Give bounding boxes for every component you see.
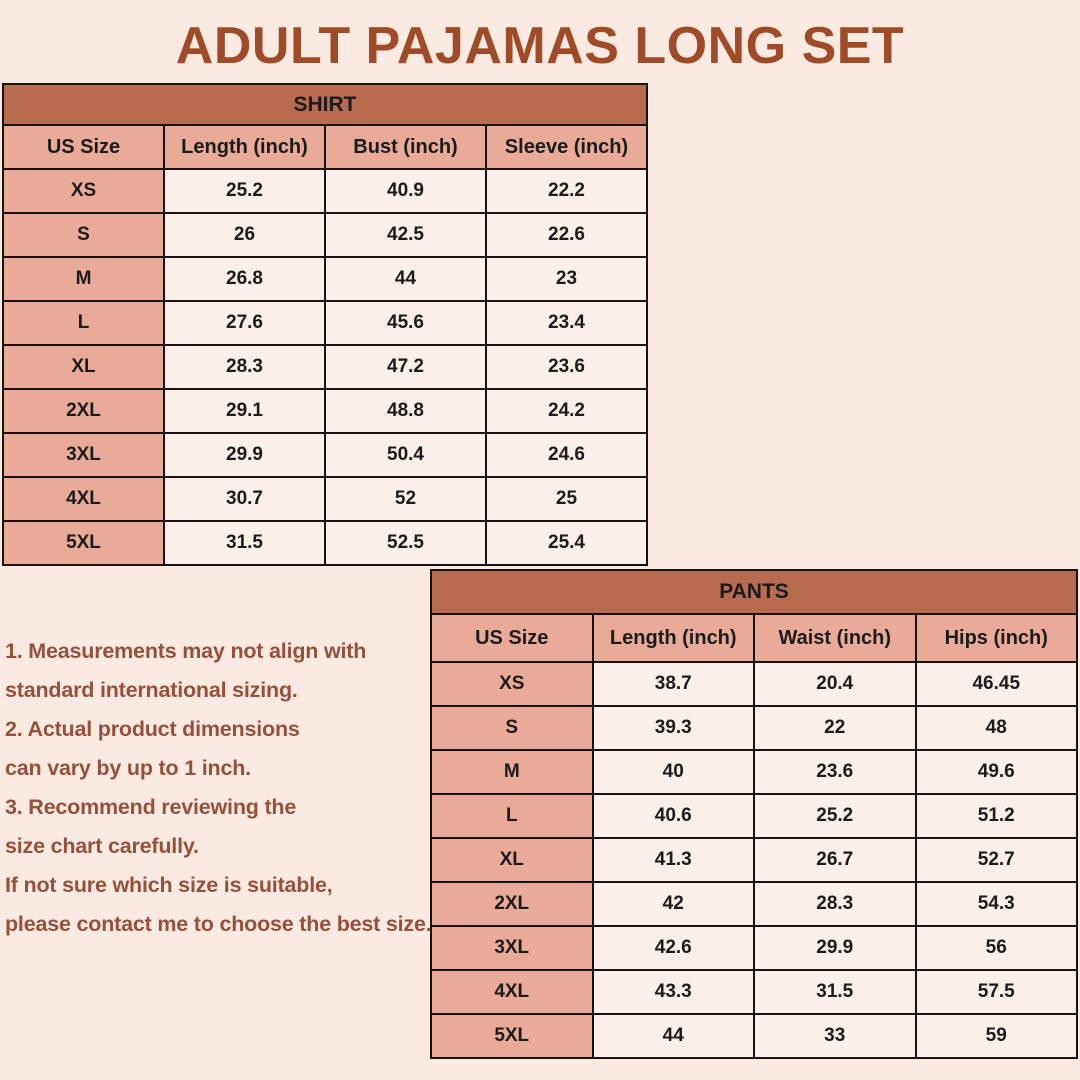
measurement-value-cell: 25.4	[486, 521, 647, 565]
measurement-value-cell: 31.5	[754, 970, 916, 1014]
pants-column-header: US Size	[431, 614, 593, 662]
size-label-cell: 2XL	[431, 882, 593, 926]
note-line: If not sure which size is suitable,	[5, 873, 333, 897]
measurement-value-cell: 22.6	[486, 213, 647, 257]
measurement-value-cell: 24.6	[486, 433, 647, 477]
measurement-value-cell: 45.6	[325, 301, 486, 345]
measurement-value-cell: 24.2	[486, 389, 647, 433]
measurement-value-cell: 28.3	[164, 345, 325, 389]
shirt-column-header: Sleeve (inch)	[486, 125, 647, 169]
measurement-value-cell: 42.5	[325, 213, 486, 257]
size-label-cell: 3XL	[3, 433, 164, 477]
note-line: standard international sizing.	[5, 678, 298, 702]
measurement-value-cell: 25.2	[164, 169, 325, 213]
table-row	[431, 882, 1077, 926]
table-row	[3, 213, 647, 257]
measurement-value-cell: 57.5	[916, 970, 1078, 1014]
shirt-size-table	[2, 83, 648, 566]
measurement-value-cell: 46.45	[916, 662, 1078, 706]
note-line: please contact me to choose the best size.	[5, 912, 432, 936]
measurement-value-cell: 25.2	[754, 794, 916, 838]
table-row	[3, 477, 647, 521]
table-row	[431, 926, 1077, 970]
table-row	[3, 169, 647, 213]
measurement-value-cell: 27.6	[164, 301, 325, 345]
pants-title-row	[431, 570, 1077, 614]
pants-column-header: Length (inch)	[593, 614, 755, 662]
size-label-cell: 4XL	[431, 970, 593, 1014]
measurement-value-cell: 52.7	[916, 838, 1078, 882]
table-row	[3, 389, 647, 433]
size-label-cell: XL	[431, 838, 593, 882]
pants-column-header: Hips (inch)	[916, 614, 1078, 662]
size-label-cell: L	[3, 301, 164, 345]
measurement-value-cell: 48.8	[325, 389, 486, 433]
measurement-value-cell: 26.8	[164, 257, 325, 301]
measurement-value-cell: 52	[325, 477, 486, 521]
table-row	[431, 1014, 1077, 1058]
note-line: can vary by up to 1 inch.	[5, 756, 251, 780]
size-label-cell: 5XL	[431, 1014, 593, 1058]
size-label-cell: 4XL	[3, 477, 164, 521]
size-label-cell: XS	[431, 662, 593, 706]
measurement-value-cell: 22	[754, 706, 916, 750]
measurement-value-cell: 50.4	[325, 433, 486, 477]
measurement-value-cell: 23.4	[486, 301, 647, 345]
measurement-value-cell: 40.9	[325, 169, 486, 213]
measurement-value-cell: 29.9	[754, 926, 916, 970]
size-label-cell: M	[3, 257, 164, 301]
measurement-value-cell: 52.5	[325, 521, 486, 565]
measurement-value-cell: 40.6	[593, 794, 755, 838]
measurement-value-cell: 59	[916, 1014, 1078, 1058]
table-row	[3, 433, 647, 477]
size-label-cell: 3XL	[431, 926, 593, 970]
measurement-value-cell: 26.7	[754, 838, 916, 882]
measurement-value-cell: 42	[593, 882, 755, 926]
table-row	[431, 794, 1077, 838]
size-label-cell: 2XL	[3, 389, 164, 433]
size-label-cell: XL	[3, 345, 164, 389]
measurement-value-cell: 26	[164, 213, 325, 257]
measurement-value-cell: 23.6	[754, 750, 916, 794]
table-row	[3, 521, 647, 565]
notes	[5, 632, 465, 944]
table-row	[431, 750, 1077, 794]
measurement-value-cell: 43.3	[593, 970, 755, 1014]
note-line: 3. Recommend reviewing the	[5, 795, 297, 819]
shirt-header-row	[3, 125, 647, 169]
shirt-column-header: Bust (inch)	[325, 125, 486, 169]
measurement-value-cell: 20.4	[754, 662, 916, 706]
measurement-value-cell: 44	[325, 257, 486, 301]
measurement-value-cell: 48	[916, 706, 1078, 750]
measurement-value-cell: 38.7	[593, 662, 755, 706]
measurement-value-cell: 29.1	[164, 389, 325, 433]
size-label-cell: 5XL	[3, 521, 164, 565]
shirt-table-title: SHIRT	[3, 84, 647, 125]
measurement-value-cell: 31.5	[164, 521, 325, 565]
pants-table-title: PANTS	[431, 570, 1077, 614]
size-label-cell: S	[3, 213, 164, 257]
measurement-value-cell: 23	[486, 257, 647, 301]
measurement-value-cell: 25	[486, 477, 647, 521]
measurement-value-cell: 28.3	[754, 882, 916, 926]
measurement-value-cell: 44	[593, 1014, 755, 1058]
measurement-value-cell: 41.3	[593, 838, 755, 882]
size-label-cell: XS	[3, 169, 164, 213]
size-label-cell: L	[431, 794, 593, 838]
table-row	[431, 970, 1077, 1014]
measurement-value-cell: 47.2	[325, 345, 486, 389]
table-row	[431, 662, 1077, 706]
measurement-value-cell: 51.2	[916, 794, 1078, 838]
table-row	[3, 257, 647, 301]
measurement-value-cell: 49.6	[916, 750, 1078, 794]
measurement-value-cell: 33	[754, 1014, 916, 1058]
note-line: 2. Actual product dimensions	[5, 717, 300, 741]
note-line: 1. Measurements may not align with	[5, 639, 367, 663]
shirt-title-row	[3, 84, 647, 125]
measurement-value-cell: 39.3	[593, 706, 755, 750]
table-row	[431, 706, 1077, 750]
measurement-value-cell: 40	[593, 750, 755, 794]
measurement-value-cell: 54.3	[916, 882, 1078, 926]
table-row	[3, 345, 647, 389]
measurement-value-cell: 23.6	[486, 345, 647, 389]
size-label-cell: S	[431, 706, 593, 750]
measurement-value-cell: 56	[916, 926, 1078, 970]
page-title: ADULT PAJAMAS LONG SET	[175, 17, 905, 75]
shirt-column-header: Length (inch)	[164, 125, 325, 169]
measurement-value-cell: 22.2	[486, 169, 647, 213]
measurement-value-cell: 29.9	[164, 433, 325, 477]
measurement-value-cell: 42.6	[593, 926, 755, 970]
table-row	[431, 838, 1077, 882]
note-line: size chart carefully.	[5, 834, 199, 858]
size-label-cell: M	[431, 750, 593, 794]
pants-size-table	[430, 569, 1078, 1059]
table-row	[3, 301, 647, 345]
shirt-column-header: US Size	[3, 125, 164, 169]
measurement-value-cell: 30.7	[164, 477, 325, 521]
pants-header-row	[431, 614, 1077, 662]
pants-column-header: Waist (inch)	[754, 614, 916, 662]
